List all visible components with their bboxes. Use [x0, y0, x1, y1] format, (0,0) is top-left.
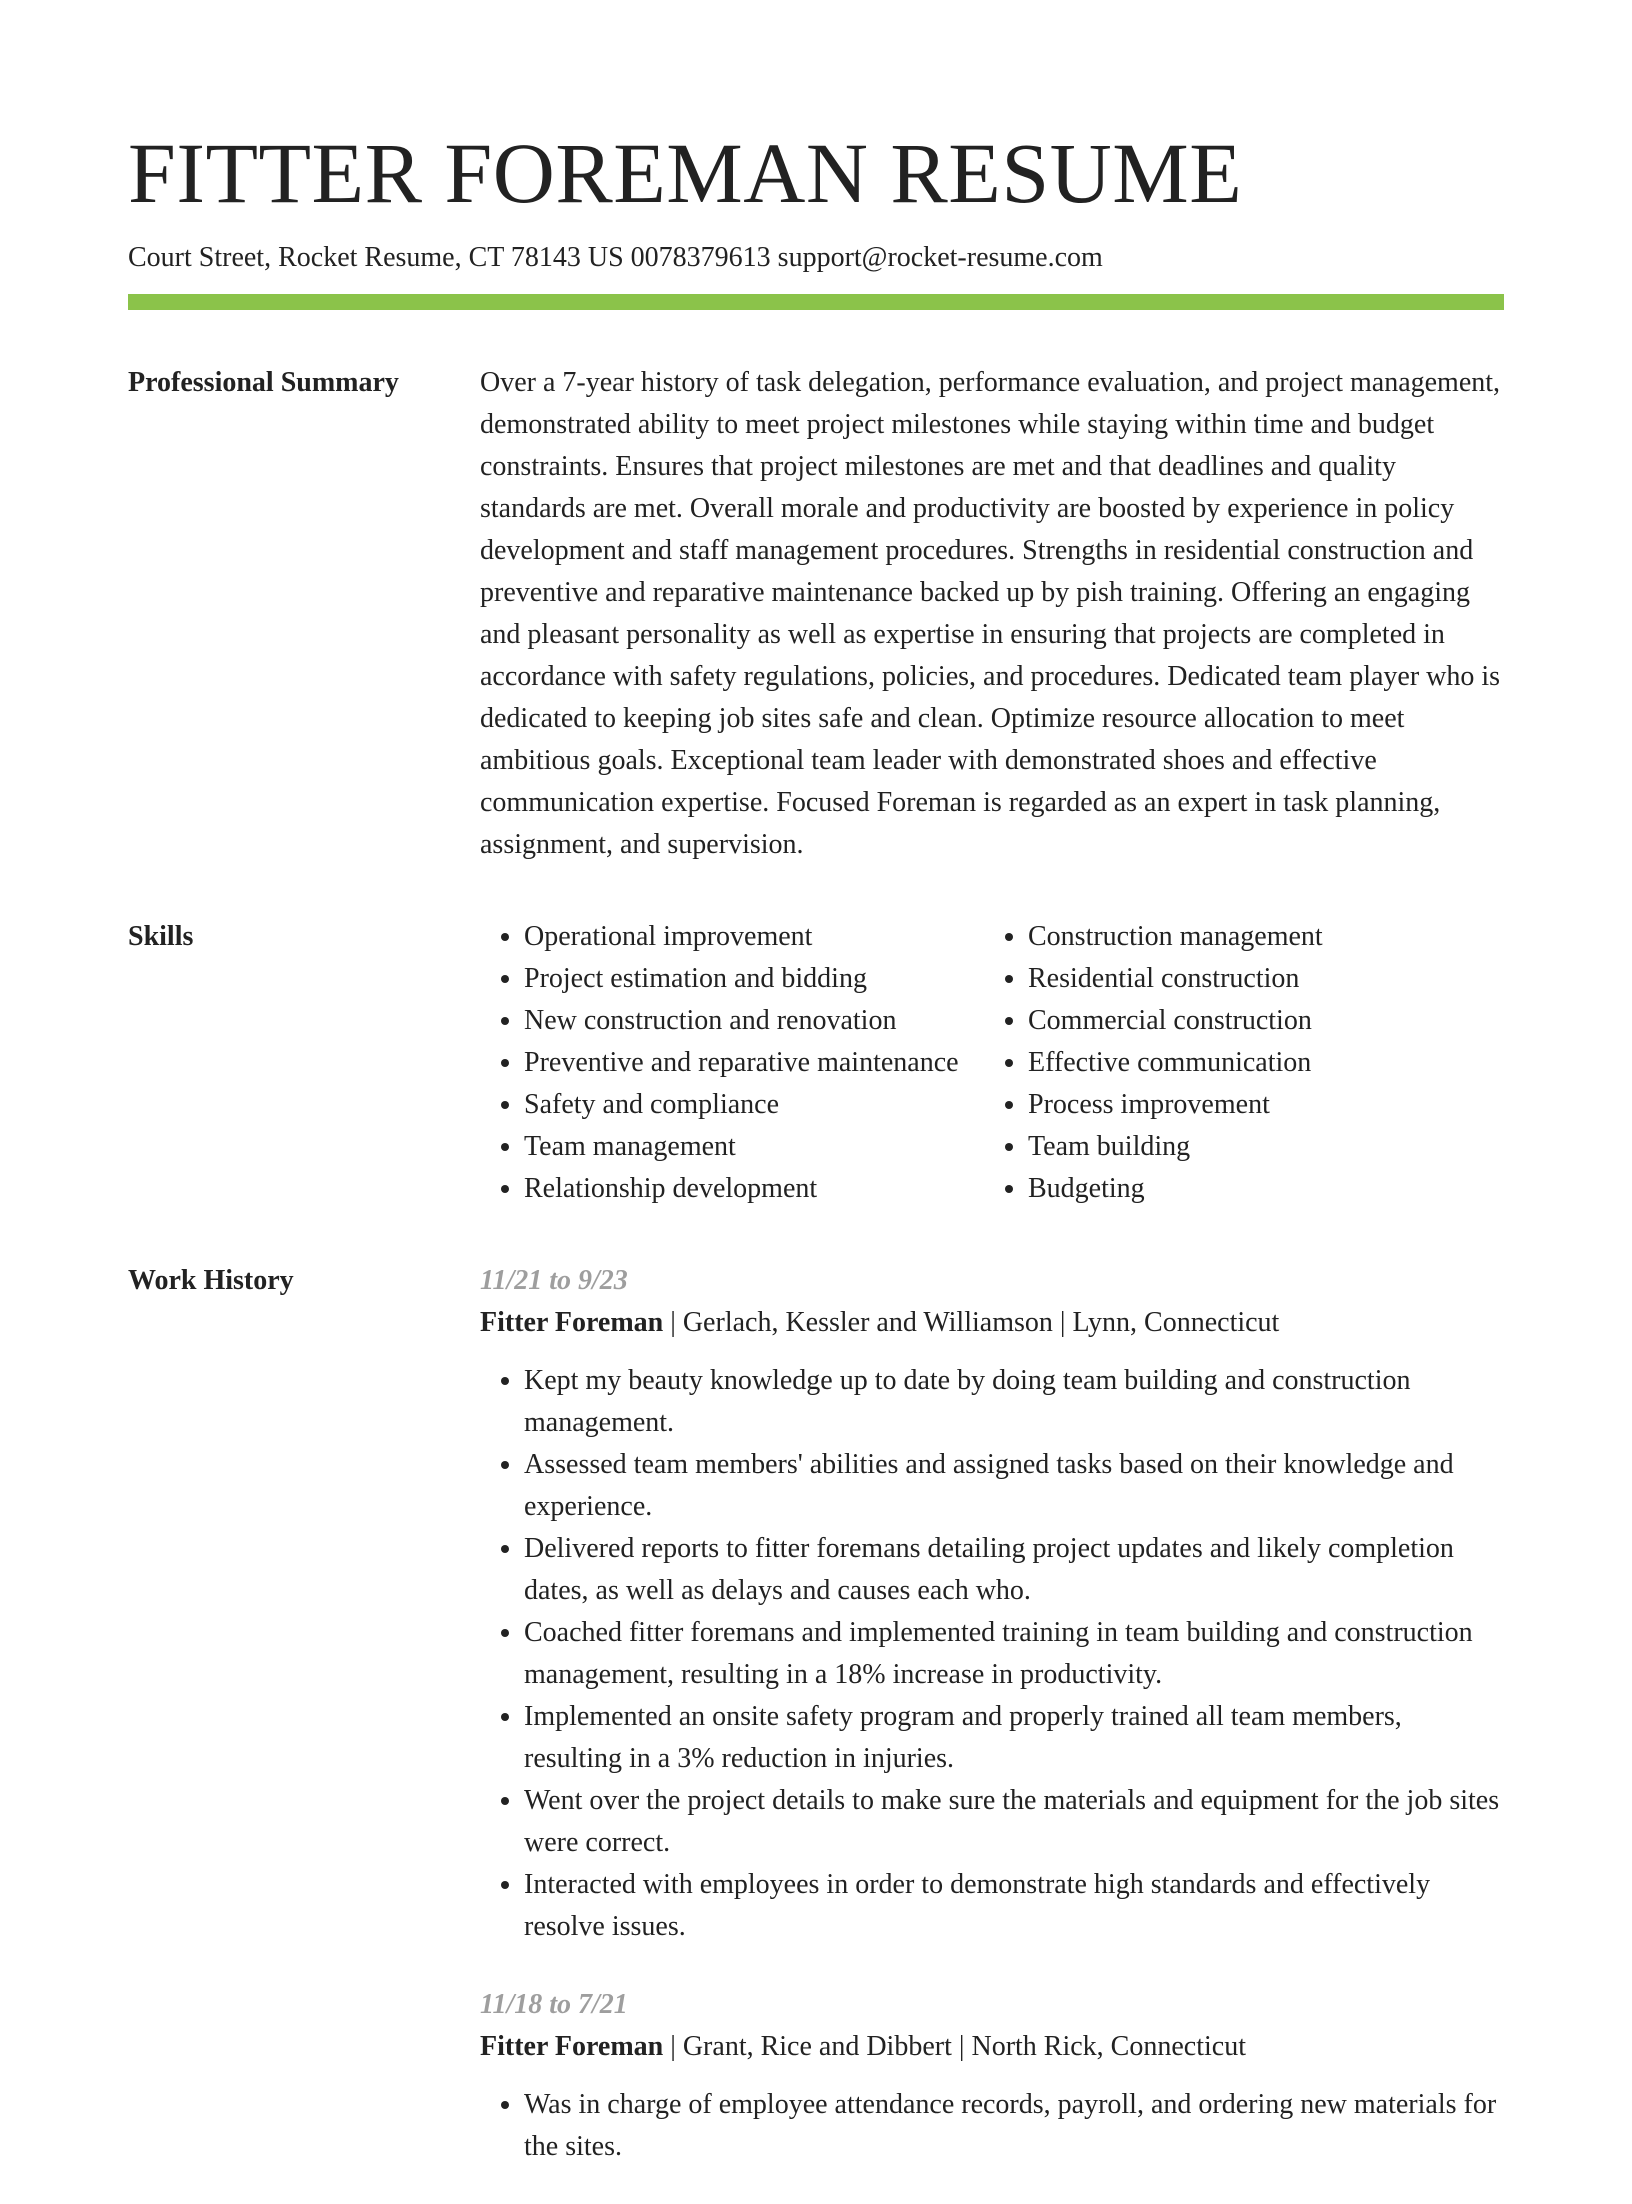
skill-item: • Project estimation and bidding: [524, 958, 984, 1000]
work-history-heading: Work History: [128, 1265, 294, 1296]
work-history-section: [128, 1260, 1504, 2204]
skill-item: • Team building: [1028, 1126, 1323, 1168]
job-duty-item: • Kept my beauty knowledge up to date by doing team building and construction management.: [524, 1360, 1504, 1444]
skill-item: • Budgeting: [1028, 1168, 1323, 1210]
skill-item: • Relationship development: [524, 1168, 984, 1210]
job-dates: 11/21 to 9/23: [480, 1265, 628, 1296]
job-title: Fitter Foreman: [480, 1307, 664, 1338]
job-dates: 11/18 to 7/21: [480, 1989, 628, 2020]
resume-page: [128, 0, 1504, 2204]
job-duty-item: • Delivered reports to fitter foremans detailing project updates and likely completion dates, as well as delays and causes each who.: [524, 1528, 1504, 1612]
summary-heading: Professional Summary: [128, 367, 399, 398]
skill-item: • Construction management: [1028, 916, 1323, 958]
skills-section: [128, 916, 1504, 1210]
job-duty-item: • Implemented an onsite safety program and properly trained all team members, resulting in a 3% reduction in injuries.: [524, 1696, 1504, 1780]
skills-column-1: [480, 916, 984, 1210]
skills-heading: Skills: [128, 921, 194, 952]
job-duties: [480, 1360, 1504, 1948]
skill-item: • Operational improvement: [524, 916, 984, 958]
job-duty-item: • Coached fitter foremans and implemented training in team building and construction management, resulting in a 18% increase in productivity.: [524, 1612, 1504, 1696]
job-title-line: [480, 1302, 1504, 1344]
job-entry: [480, 1260, 1504, 1948]
skill-item: • New construction and renovation: [524, 1000, 984, 1042]
skill-item: • Residential construction: [1028, 958, 1323, 1000]
job-duty-item: • Went over the project details to make sure the materials and equipment for the job sites were correct.: [524, 1780, 1504, 1864]
skill-item: • Effective communication: [1028, 1042, 1323, 1084]
job-title-line: [480, 2026, 1504, 2068]
job-employer-location: | Grant, Rice and Dibbert | North Rick, Connecticut: [663, 2031, 1246, 2062]
skill-item: • Commercial construction: [1028, 1000, 1323, 1042]
job-duty-item: • Was in charge of employee attendance records, payroll, and ordering new materials for the sites.: [524, 2084, 1504, 2168]
header-divider: [128, 294, 1504, 310]
job-title: Fitter Foreman: [480, 2031, 664, 2062]
job-entry: [480, 1984, 1504, 2168]
job-duties: [480, 2084, 1504, 2168]
skills-column-2: [984, 916, 1323, 1210]
skill-item: • Preventive and reparative maintenance: [524, 1042, 984, 1084]
job-employer-location: | Gerlach, Kessler and Williamson | Lynn, Connecticut: [663, 1307, 1280, 1338]
skill-item: • Team management: [524, 1126, 984, 1168]
skills-list: [480, 916, 1504, 1210]
summary-text: Over a 7-year history of task delegation, performance evaluation, and project management, demonstrated ability to meet project milestones while staying within time and budget constraints. Ensures that project milestones are met and that deadlines and quality standards are met. Overall morale and productivity are boosted by experience in policy development and staff management procedures. Strengths in residential construction and preventive and reparative maintenance backed up by pish training. Offering an engaging and pleasant personality as well as expertise in ensuring that projects are completed in accordance with safety regulations, policies, and procedures. Dedicated team player who is dedicated to keeping job sites safe and clean. Optimize resource allocation to meet ambitious goals. Exceptional team leader with demonstrated shoes and effective communication expertise. Focused Foreman is regarded as an expert in task planning, assignment, and supervision.: [480, 367, 1501, 860]
job-duty-item: • Interacted with employees in order to demonstrate high standards and effectively resolve issues.: [524, 1864, 1504, 1948]
contact-line: Court Street, Rocket Resume, CT 78143 US 0078379613 support@rocket-resume.com: [128, 242, 1103, 273]
summary-section: [128, 362, 1504, 866]
job-duty-item: • Assessed team members' abilities and assigned tasks based on their knowledge and experience.: [524, 1444, 1504, 1528]
skill-item: • Process improvement: [1028, 1084, 1323, 1126]
skill-item: • Safety and compliance: [524, 1084, 984, 1126]
resume-title: FITTER FOREMAN RESUME: [128, 125, 1243, 221]
